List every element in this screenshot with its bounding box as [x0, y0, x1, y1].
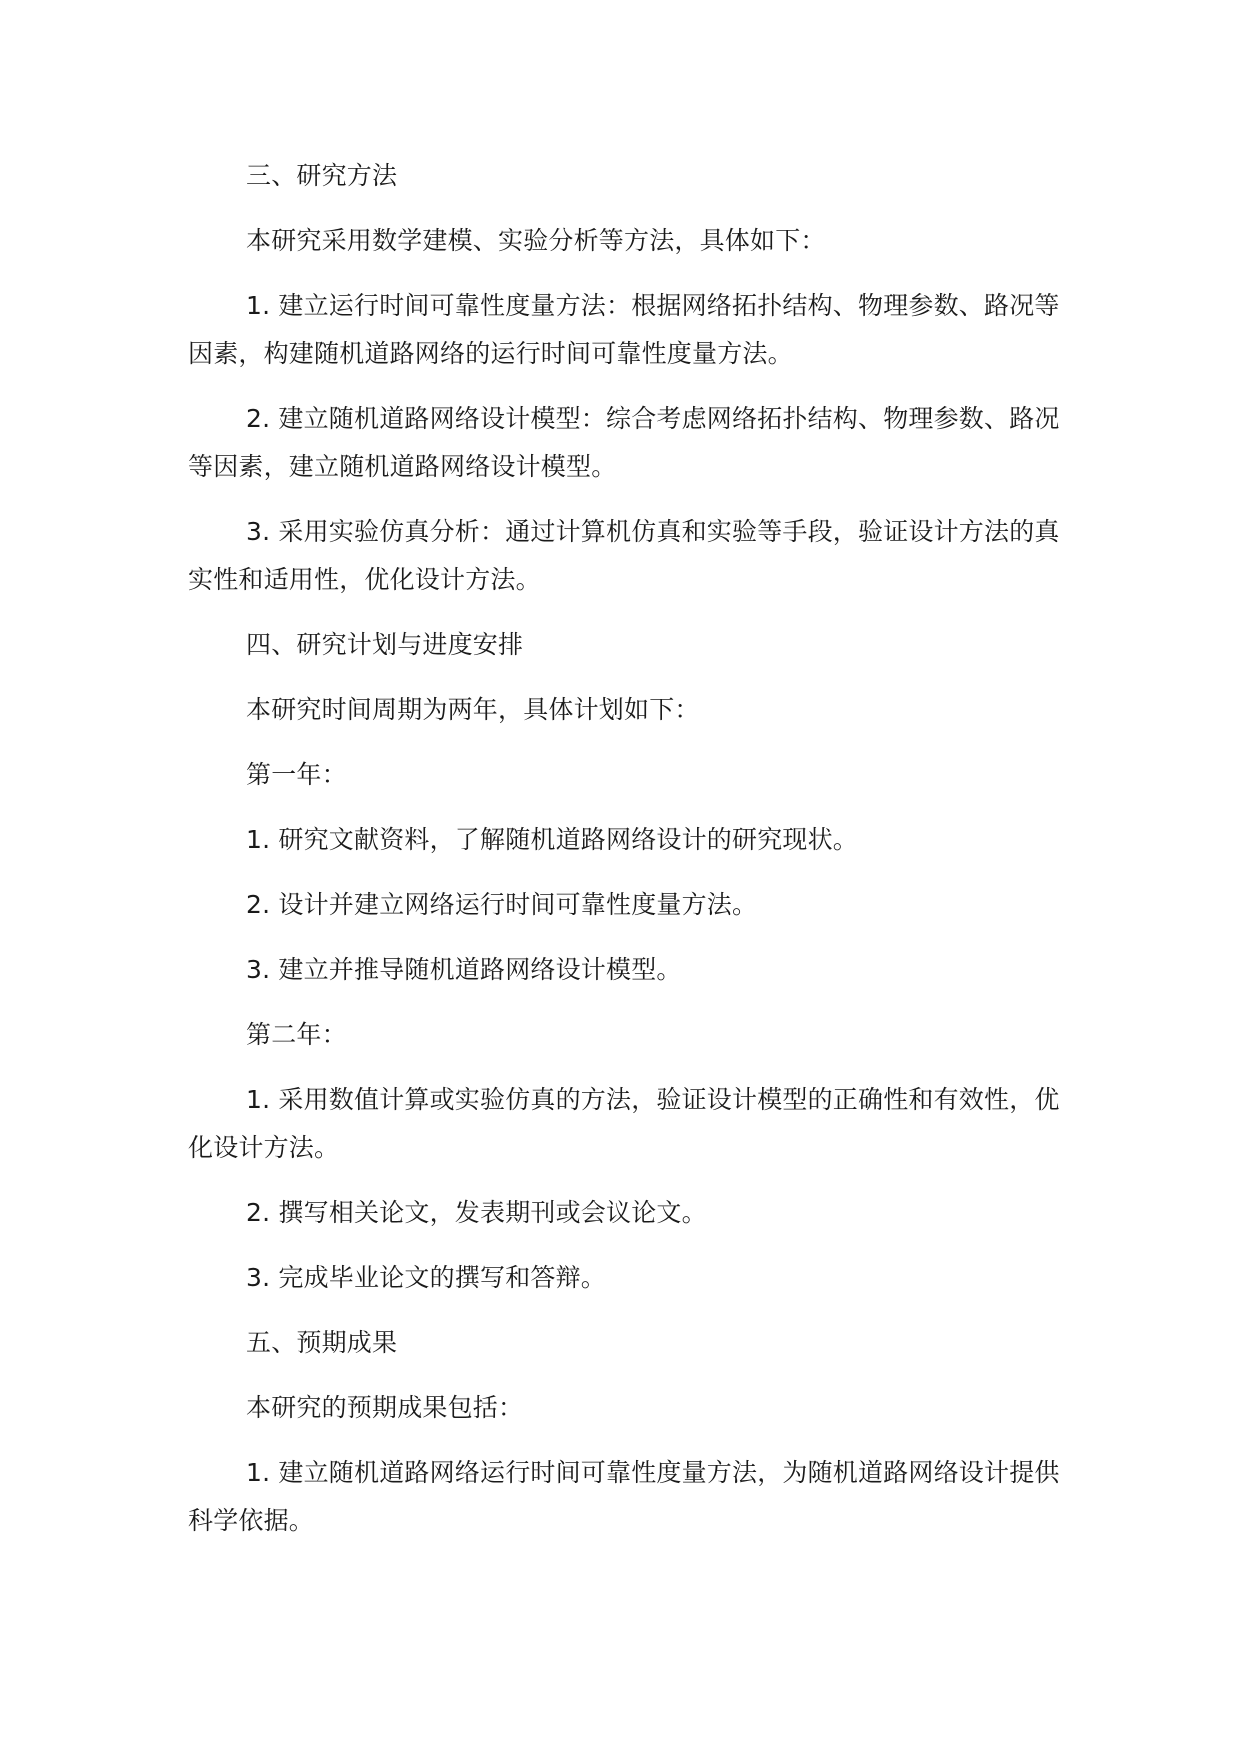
plan-year-2-item-3: 3. 完成毕业论文的撰写和答辩。 — [246, 1263, 607, 1292]
methods-item-1: 1. 建立运行时间可靠性度量方法：根据网络拓扑结构、物理参数、路况等因素，构建随机道路网络的运行时间可靠性度量方法。 — [188, 291, 1060, 368]
plan-year-1-item-1: 1. 研究文献资料，了解随机道路网络设计的研究现状。 — [246, 825, 859, 854]
plan-intro: 本研究时间周期为两年，具体计划如下： — [246, 695, 700, 724]
outcomes-intro: 本研究的预期成果包括： — [246, 1393, 524, 1422]
plan-year-1-item-3: 3. 建立并推导随机道路网络设计模型。 — [246, 955, 682, 984]
section-heading-outcomes: 五、预期成果 — [246, 1328, 398, 1357]
outcomes-item-1: 1. 建立随机道路网络运行时间可靠性度量方法，为随机道路网络设计提供科学依据。 — [188, 1458, 1060, 1535]
document-body — [188, 152, 1068, 1562]
methods-item-2: 2. 建立随机道路网络设计模型：综合考虑网络拓扑结构、物理参数、路况等因素，建立随机道路网络设计模型。 — [188, 404, 1060, 481]
plan-year-2-item-2: 2. 撰写相关论文，发表期刊或会议论文。 — [246, 1198, 707, 1227]
plan-year-2-heading: 第二年： — [246, 1020, 347, 1049]
methods-item-3: 3. 采用实验仿真分析：通过计算机仿真和实验等手段，验证设计方法的真实性和适用性，优化设计方法。 — [188, 517, 1060, 594]
plan-year-1-heading: 第一年： — [246, 760, 347, 789]
methods-intro: 本研究采用数学建模、实验分析等方法，具体如下： — [246, 226, 826, 255]
section-heading-methods: 三、研究方法 — [246, 161, 398, 190]
plan-year-1-item-2: 2. 设计并建立网络运行时间可靠性度量方法。 — [246, 890, 758, 919]
section-heading-plan: 四、研究计划与进度安排 — [246, 630, 524, 659]
plan-year-2-item-1: 1. 采用数值计算或实验仿真的方法，验证设计模型的正确性和有效性，优化设计方法。 — [188, 1085, 1060, 1162]
